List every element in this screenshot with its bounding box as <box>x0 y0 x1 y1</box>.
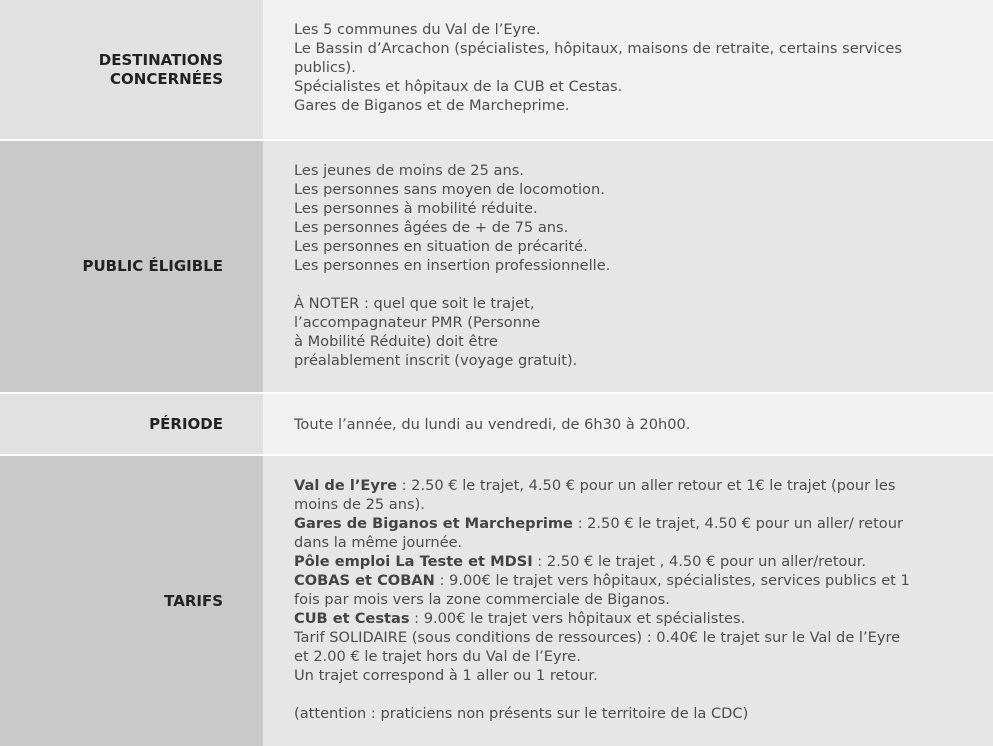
destination-line: publics). <box>294 59 356 76</box>
label-tarifs: TARIFS <box>0 456 263 746</box>
tarif-text: : 2.50 € le trajet, 4.50 € pour un aller retour et 1€ le trajet (pour les <box>396 477 896 494</box>
note-line: À NOTER : quel que soit le trajet, <box>294 295 535 312</box>
public-line: Les personnes en insertion professionnelle. <box>294 257 611 274</box>
tarif-val-eyre <box>294 476 963 495</box>
tarif-cub <box>294 609 963 628</box>
tarif-keyword: CUB et Cestas <box>294 610 410 627</box>
tarif-solidaire: Tarif SOLIDAIRE (sous conditions de ressources) : 0.40€ le trajet sur le Val de l’Eyre <box>294 629 901 646</box>
destination-line: Gares de Biganos et de Marcheprime. <box>294 97 570 114</box>
spacer <box>294 275 963 294</box>
public-line: Les personnes en situation de précarité. <box>294 238 588 255</box>
spacer <box>294 685 963 704</box>
tarif-gares <box>294 514 963 533</box>
tarif-pole <box>294 552 963 571</box>
destination-line: Les 5 communes du Val de l’Eyre. <box>294 21 541 38</box>
tarif-cobas <box>294 571 963 590</box>
content-tarifs <box>263 456 993 746</box>
tarif-trajet-note: Un trajet correspond à 1 aller ou 1 retour. <box>294 667 598 684</box>
public-line: Les personnes sans moyen de locomotion. <box>294 181 605 198</box>
label-public: PUBLIC ÉLIGIBLE <box>0 141 263 392</box>
public-line: Les personnes âgées de + de 75 ans. <box>294 219 569 236</box>
destination-line: Spécialistes et hôpitaux de la CUB et Cestas. <box>294 78 623 95</box>
label-line: CONCERNÉES <box>110 69 223 88</box>
tarif-attention: (attention : praticiens non présents sur le territoire de la CDC) <box>294 705 749 722</box>
row-public <box>0 141 993 394</box>
content-destinations <box>263 0 993 139</box>
tarif-text: dans la même journée. <box>294 534 463 551</box>
note-line: l’accompagnateur PMR (Personne <box>294 314 541 331</box>
label-line: DESTINATIONS <box>98 50 223 69</box>
tarif-text: : 2.50 € le trajet , 4.50 € pour un aller/retour. <box>532 553 867 570</box>
tarif-keyword: Val de l’Eyre <box>294 477 397 494</box>
row-periode <box>0 394 993 456</box>
tarif-text: : 9.00€ le trajet vers hôpitaux, spécialistes, services publics et 1 <box>434 572 910 589</box>
note-line: à Mobilité Réduite) doit être <box>294 333 498 350</box>
tarif-keyword: Pôle emploi La Teste et MDSI <box>294 553 533 570</box>
content-public <box>263 141 993 392</box>
tarif-solidaire: et 2.00 € le trajet hors du Val de l’Eyre. <box>294 648 581 665</box>
label-periode: PÉRIODE <box>0 394 263 454</box>
label-destinations <box>0 0 263 139</box>
note-line: préalablement inscrit (voyage gratuit). <box>294 352 578 369</box>
tarif-keyword: COBAS et COBAN <box>294 572 435 589</box>
public-line: Les jeunes de moins de 25 ans. <box>294 162 524 179</box>
tarif-text: : 9.00€ le trajet vers hôpitaux et spécialistes. <box>409 610 746 627</box>
destination-line: Le Bassin d’Arcachon (spécialistes, hôpitaux, maisons de retraite, certains services <box>294 40 902 57</box>
row-destinations <box>0 0 993 141</box>
tarif-keyword: Gares de Biganos et Marcheprime <box>294 515 573 532</box>
tarif-text: fois par mois vers la zone commerciale de Biganos. <box>294 591 670 608</box>
tarif-text: : 2.50 € le trajet, 4.50 € pour un aller/ retour <box>572 515 903 532</box>
periode-text: Toute l’année, du lundi au vendredi, de 6h30 à 20h00. <box>294 415 691 433</box>
content-periode <box>263 394 993 454</box>
row-tarifs <box>0 456 993 746</box>
public-line: Les personnes à mobilité réduite. <box>294 200 538 217</box>
tarif-text: moins de 25 ans). <box>294 496 425 513</box>
